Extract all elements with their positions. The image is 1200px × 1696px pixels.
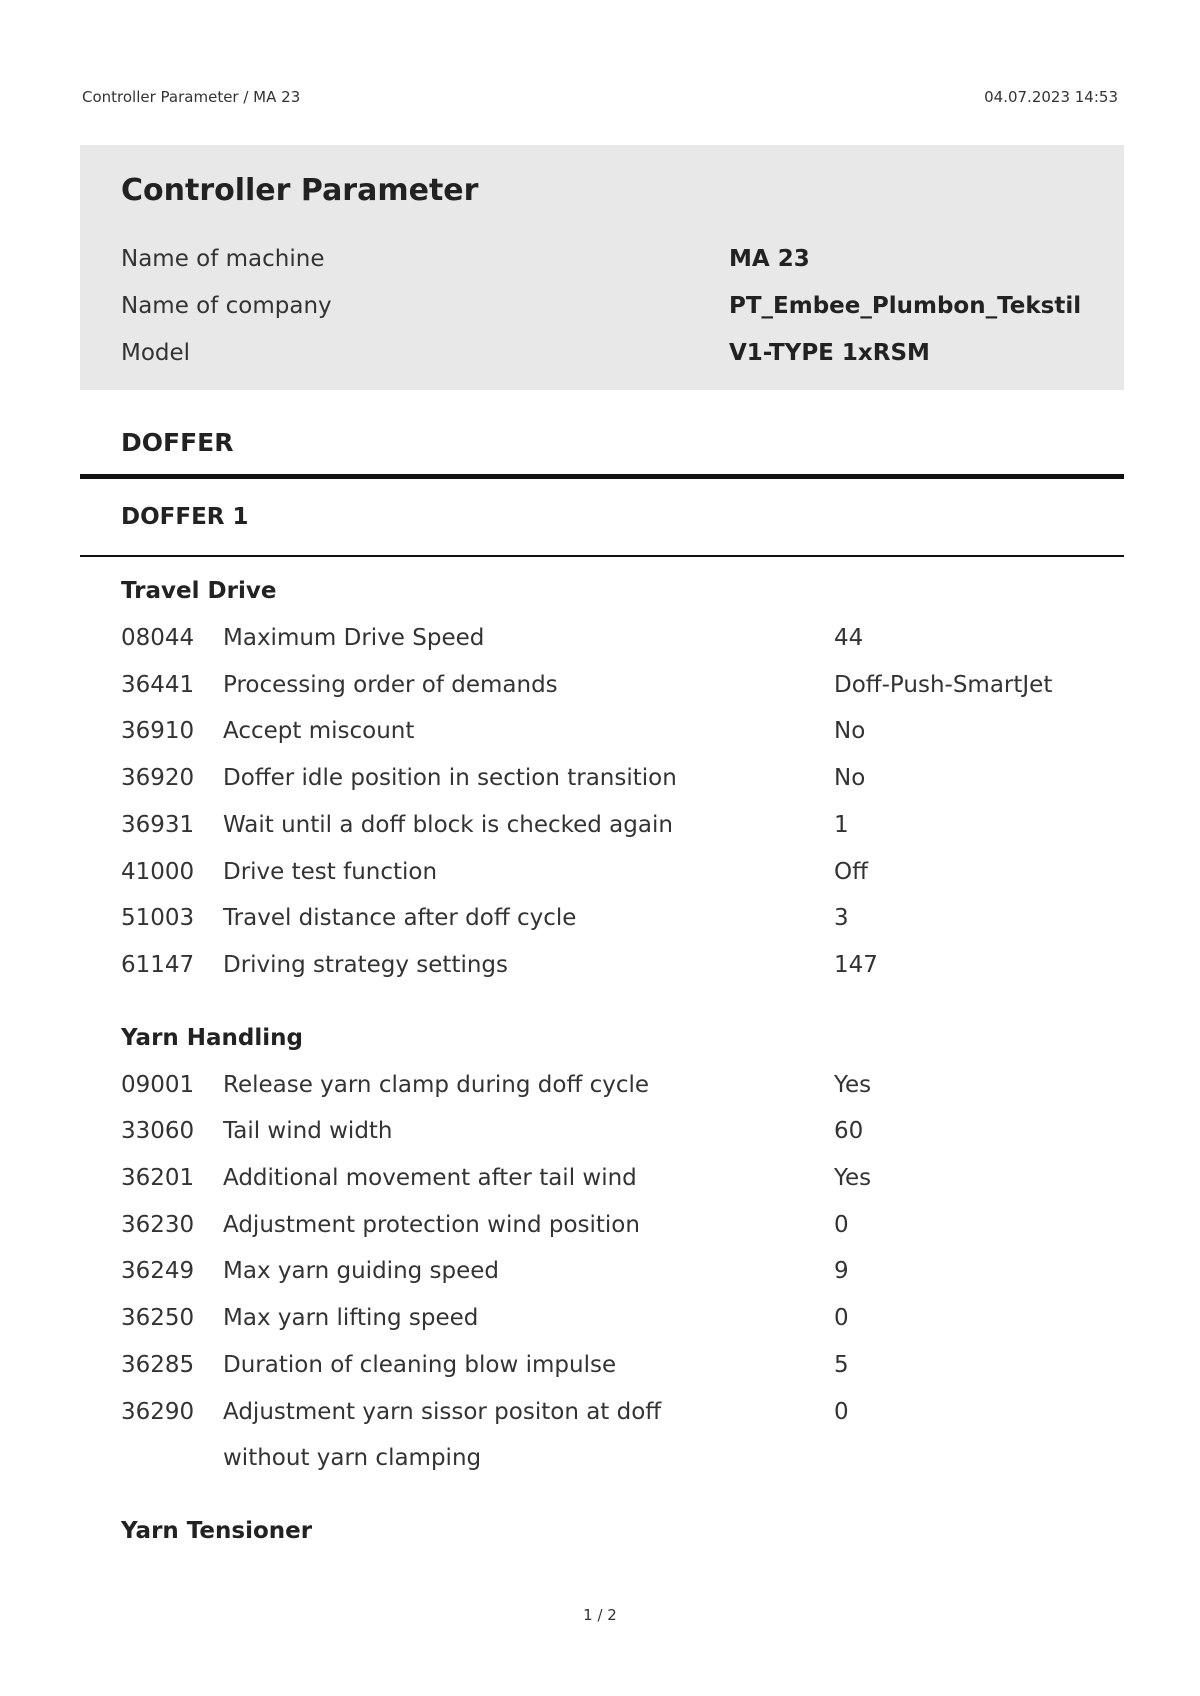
parameter-value: 44 (834, 625, 864, 651)
parameter-row (121, 942, 1121, 989)
parameter-description: Processing order of demands (223, 671, 558, 698)
parameter-code: 36250 (121, 1305, 195, 1332)
parameter-description: Max yarn lifting speed (223, 1305, 479, 1332)
parameter-value: 9 (834, 1258, 849, 1285)
parameter-row (121, 1342, 1121, 1389)
parameter-description: Driving strategy settings (223, 951, 509, 978)
info-label: Name of company (121, 292, 332, 319)
parameter-row (121, 849, 1121, 896)
info-value: MA 23 (729, 245, 810, 272)
parameter-description: Wait until a doff block is checked again (223, 811, 673, 838)
machine-info-box (80, 145, 1124, 390)
subsection-title: DOFFER 1 (121, 504, 249, 530)
parameter-code: 36910 (121, 718, 195, 745)
parameter-description: Doffer idle position in section transition (223, 765, 677, 792)
parameter-description: Accept miscount (223, 718, 415, 745)
parameter-code: 33060 (121, 1118, 195, 1145)
parameter-code: 61147 (121, 951, 195, 978)
parameter-value: No (834, 765, 866, 792)
parameter-row (121, 1108, 1121, 1155)
parameter-value: 3 (834, 905, 849, 932)
parameter-value: 1 (834, 811, 849, 838)
parameter-code: 36201 (121, 1165, 195, 1192)
group-title: Yarn Tensioner (121, 1517, 313, 1544)
parameter-description: Adjustment protection wind position (223, 1211, 640, 1238)
parameter-row (121, 1062, 1121, 1109)
parameter-description: Drive test function (223, 858, 438, 885)
parameter-code: 36285 (121, 1351, 195, 1378)
parameter-code: 36249 (121, 1258, 195, 1285)
parameter-code: 36230 (121, 1211, 195, 1238)
info-title: Controller Parameter (121, 173, 479, 208)
section-title: DOFFER (121, 428, 234, 457)
parameter-row (121, 802, 1121, 849)
info-value: V1-TYPE 1xRSM (729, 339, 930, 366)
parameter-code: 09001 (121, 1071, 195, 1098)
running-header (82, 88, 1118, 106)
parameter-value: 147 (834, 951, 878, 978)
parameter-code: 36441 (121, 671, 195, 698)
parameter-group (121, 568, 1121, 989)
parameter-code: 08044 (121, 625, 195, 651)
parameter-list (121, 568, 1121, 1555)
parameter-row (121, 1295, 1121, 1342)
parameter-code: 51003 (121, 905, 195, 932)
parameter-row (121, 615, 1121, 662)
group-title: Travel Drive (121, 578, 277, 604)
header-document-title: Controller Parameter / MA 23 (82, 88, 301, 106)
parameter-row (121, 1435, 1121, 1482)
parameter-group (121, 1508, 1121, 1555)
parameter-value: Yes (834, 1165, 872, 1192)
parameter-description: Additional movement after tail wind (223, 1165, 637, 1192)
parameter-description: Release yarn clamp during doff cycle (223, 1071, 650, 1098)
parameter-value: Yes (834, 1071, 872, 1098)
parameter-value: 0 (834, 1305, 849, 1332)
parameter-row (121, 662, 1121, 709)
parameter-code: 36931 (121, 811, 195, 838)
parameter-value (834, 1435, 1121, 1482)
page-number: 1 / 2 (583, 1606, 617, 1624)
info-row-company (121, 282, 1084, 329)
parameter-row (121, 1389, 1121, 1436)
parameter-value: 0 (834, 1398, 849, 1425)
parameter-description: Maximum Drive Speed (223, 625, 485, 651)
parameter-code: 36290 (121, 1398, 195, 1425)
group-title: Yarn Handling (121, 1024, 304, 1051)
parameter-row (121, 1155, 1121, 1202)
parameter-row (121, 895, 1121, 942)
parameter-row (121, 708, 1121, 755)
subsection-divider (80, 555, 1124, 557)
parameter-value: Off (834, 858, 868, 885)
parameter-code (121, 1435, 223, 1482)
info-label: Name of machine (121, 245, 325, 272)
parameter-value: 0 (834, 1211, 849, 1238)
parameter-value: No (834, 718, 866, 745)
parameter-description: Travel distance after doff cycle (223, 905, 577, 932)
parameter-row (121, 1202, 1121, 1249)
info-label: Model (121, 339, 191, 366)
parameter-row (121, 755, 1121, 802)
info-row-model (121, 329, 1084, 376)
parameter-description: Duration of cleaning blow impulse (223, 1351, 617, 1378)
section-divider (80, 474, 1124, 479)
parameter-description: without yarn clamping (223, 1445, 482, 1472)
parameter-code: 36920 (121, 765, 195, 792)
parameter-description: Tail wind width (223, 1118, 393, 1145)
info-row-machine (121, 235, 1084, 282)
info-value: PT_Embee_Plumbon_Tekstil (729, 292, 1082, 319)
parameter-group (121, 1015, 1121, 1482)
header-timestamp: 04.07.2023 14:53 (984, 88, 1118, 106)
parameter-value: Doff-Push-SmartJet (834, 671, 1053, 698)
parameter-value: 5 (834, 1351, 849, 1378)
parameter-code: 41000 (121, 858, 195, 885)
parameter-description: Max yarn guiding speed (223, 1258, 500, 1285)
parameter-description: Adjustment yarn sissor positon at doff (223, 1398, 662, 1425)
parameter-value: 60 (834, 1118, 864, 1145)
parameter-row (121, 1248, 1121, 1295)
